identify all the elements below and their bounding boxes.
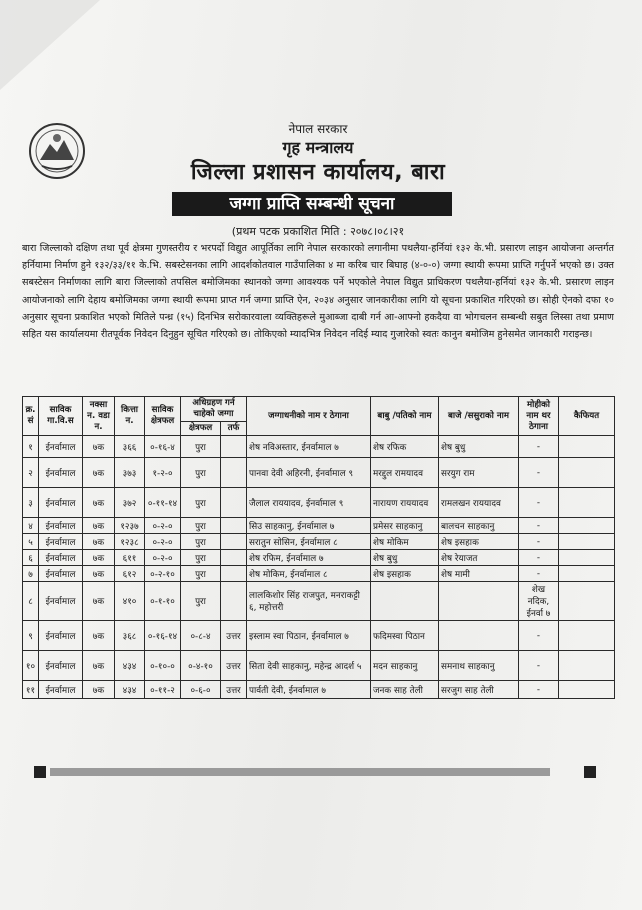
cell-father: मरद्दुल रामयादव (371, 458, 439, 488)
cell-area: १-२-० (145, 458, 181, 488)
cell-area: ०-२-० (145, 518, 181, 534)
col-remarks: कैफियत (559, 397, 615, 436)
table-row (23, 550, 615, 566)
cell-father: शेष इसहाक (371, 566, 439, 582)
cell-sn: ६ (23, 550, 39, 566)
cell-remarks (559, 582, 615, 621)
cell-father: मदन साहकानु (371, 651, 439, 681)
cell-acq-area: पुरा (181, 488, 221, 518)
notice-subject: जग्गा प्राप्ति सम्बन्धी सूचना (172, 192, 452, 216)
cell-father: शेष बुधु (371, 550, 439, 566)
cell-acq-side: उत्तर (221, 621, 247, 651)
cell-grandfather: सरजुग साह तेली (439, 681, 519, 699)
cell-ward: ७क (83, 566, 115, 582)
cell-owner: लालकिशोर सिंह राजपुत, मनराकट्टी ६, महोत्तरी (247, 582, 371, 621)
cell-vdc: ईनर्वामाल (39, 518, 83, 534)
col-sn: क्र. सं (23, 397, 39, 436)
cell-area: ०-२-१० (145, 566, 181, 582)
print-marker-left (34, 766, 46, 778)
cell-plot: ४३४ (115, 681, 145, 699)
table-row (23, 566, 615, 582)
cell-acq-side (221, 582, 247, 621)
table-body (23, 436, 615, 699)
cell-sn: ५ (23, 534, 39, 550)
cell-plot: ३७३ (115, 458, 145, 488)
cell-remarks (559, 534, 615, 550)
col-grandfather: बाजे /ससुराको नाम (439, 397, 519, 436)
cell-remarks (559, 651, 615, 681)
cell-acq-area: पुरा (181, 566, 221, 582)
table-row (23, 621, 615, 651)
cell-tenant: - (519, 621, 559, 651)
cell-owner: सिता देवी साहकानु, महेन्द्र आदर्श ५ (247, 651, 371, 681)
cell-acq-area: पुरा (181, 436, 221, 458)
cell-remarks (559, 621, 615, 651)
print-marker-right (584, 766, 596, 778)
cell-father: प्रमेसर साहकानु (371, 518, 439, 534)
cell-grandfather: शेष मामी (439, 566, 519, 582)
cell-owner: पानवा देवी अहिरनी, ईनर्वामाल ९ (247, 458, 371, 488)
cell-acq-side (221, 518, 247, 534)
government-name: नेपाल सरकार (288, 122, 348, 136)
cell-sn: ११ (23, 681, 39, 699)
cell-sn: १ (23, 436, 39, 458)
cell-grandfather: बालचन साहकानु (439, 518, 519, 534)
table-row (23, 436, 615, 458)
cell-plot: ६११ (115, 550, 145, 566)
cell-father: शेष रफिक (371, 436, 439, 458)
col-acq-area: क्षेत्रफल (181, 422, 221, 436)
cell-area: ०-१-१० (145, 582, 181, 621)
cell-area: ०-१०-० (145, 651, 181, 681)
cell-acq-side (221, 566, 247, 582)
publication-date: (प्रथम पटक प्रकाशित मिति : २०७८।०८।२१ (231, 225, 405, 238)
cell-owner: जैलाल राययादव, ईनर्वामाल ९ (247, 488, 371, 518)
cell-sn: ७ (23, 566, 39, 582)
cell-plot: ३६८ (115, 621, 145, 651)
cell-grandfather (439, 582, 519, 621)
cell-sn: ४ (23, 518, 39, 534)
cell-acq-area: ०-४-१० (181, 651, 221, 681)
cell-grandfather (439, 621, 519, 651)
cell-sn: ३ (23, 488, 39, 518)
cell-vdc: ईनर्वामाल (39, 651, 83, 681)
table-header-row (23, 397, 615, 422)
cell-ward: ७क (83, 651, 115, 681)
table-row (23, 518, 615, 534)
cell-acq-area: पुरा (181, 518, 221, 534)
cell-remarks (559, 458, 615, 488)
cell-tenant: - (519, 566, 559, 582)
cell-remarks (559, 681, 615, 699)
cell-grandfather: शेष बुधु (439, 436, 519, 458)
cell-remarks (559, 436, 615, 458)
cell-sn: २ (23, 458, 39, 488)
cell-tenant: - (519, 550, 559, 566)
cell-tenant: - (519, 681, 559, 699)
cell-ward: ७क (83, 550, 115, 566)
cell-acq-area: पुरा (181, 458, 221, 488)
cell-father: फदिमस्वा पिठान (371, 621, 439, 651)
cell-tenant: - (519, 488, 559, 518)
cell-remarks (559, 518, 615, 534)
table-row (23, 651, 615, 681)
cell-area: ०-२-० (145, 534, 181, 550)
cell-owner: सरातुन सोसिन, ईनर्वामाल ८ (247, 534, 371, 550)
col-father: बाबु /पतिको नाम (371, 397, 439, 436)
cell-acq-area: ०-६-० (181, 681, 221, 699)
cell-owner: शेष मोकिम, ईनर्वामाल ८ (247, 566, 371, 582)
cell-vdc: ईनर्वामाल (39, 582, 83, 621)
cell-sn: ९ (23, 621, 39, 651)
cell-plot: १२३८ (115, 534, 145, 550)
cell-remarks (559, 488, 615, 518)
cell-plot: ४१० (115, 582, 145, 621)
cell-ward: ७क (83, 518, 115, 534)
public-notice (22, 120, 614, 780)
cell-plot: ३६६ (115, 436, 145, 458)
cell-area: ०-११-१४ (145, 488, 181, 518)
table-row (23, 534, 615, 550)
cell-ward: ७क (83, 621, 115, 651)
cell-owner: शेष नविअस्तार, ईनर्वामाल ७ (247, 436, 371, 458)
cell-area: ०-१६-४ (145, 436, 181, 458)
table-row (23, 681, 615, 699)
cell-tenant: - (519, 651, 559, 681)
cell-plot: ४३४ (115, 651, 145, 681)
cell-ward: ७क (83, 436, 115, 458)
cell-remarks (559, 550, 615, 566)
cell-ward: ७क (83, 582, 115, 621)
cell-grandfather: समनाथ साहकानु (439, 651, 519, 681)
cell-acq-side (221, 550, 247, 566)
cell-grandfather: रामलखन राययादव (439, 488, 519, 518)
table-row (23, 582, 615, 621)
cell-owner: सिउ साहकानु, ईनर्वामाल ७ (247, 518, 371, 534)
table-row (23, 458, 615, 488)
cell-acq-area: ०-८-४ (181, 621, 221, 651)
cell-owner: पार्वती देवी, ईनर्वामाल ७ (247, 681, 371, 699)
cell-vdc: ईनर्वामाल (39, 534, 83, 550)
folded-corner (0, 0, 100, 90)
cell-area: ०-२-० (145, 550, 181, 566)
cell-acq-side: उत्तर (221, 681, 247, 699)
col-ward: नक्सा न. वडा न. (83, 397, 115, 436)
cell-father (371, 582, 439, 621)
cell-grandfather: शेष इसहाक (439, 534, 519, 550)
cell-plot: ६१२ (115, 566, 145, 582)
table-row (23, 488, 615, 518)
cell-vdc: ईनर्वामाल (39, 550, 83, 566)
cell-remarks (559, 566, 615, 582)
cell-vdc: ईनर्वामाल (39, 488, 83, 518)
cell-tenant: - (519, 534, 559, 550)
cell-father: जनक साह तेली (371, 681, 439, 699)
cell-acq-side (221, 534, 247, 550)
cell-grandfather: शेष रेयाजत (439, 550, 519, 566)
cell-tenant: - (519, 436, 559, 458)
cell-ward: ७क (83, 488, 115, 518)
notice-body: बारा जिल्लाको दक्षिण तथा पूर्व क्षेत्रमा गुणस्तरीय र भरपर्दो विद्युत आपूर्तिका लागि नेपाल सरकारको लगानीमा पथलैया-हर्नियां १३२ के.भी. प्रसारण लाइन आयोजना अन्तर्गत हर्नियामा निर्माण हुने १३२/३३/११ के.भि. सबस्टेसनका लागि आदर्शकोतवाल गाउँपालिका ४ मा करिब चार बिघाह (४-०-०) जग्गा स्थायी रूपमा प्राप्ति गर्नुपर्ने भएको छ। उक्त सबस्टेसन निर्माणका लागि बारा जिल्लाको तपसिल बमोजिमका स्थानको जग्गा आवश्यक पर्ने भएकोले नेपाल विद्युत प्राधिकरण पथलैया-हर्नियां १३२ के.भी. प्रसारण लाइन आयोजनाको लागि देहाय बमोजिमका जग्गा स्थायी रूपमा प्राप्त गर्न जग्गा प्राप्ति ऐन, २०३४ अनुसार जानकारीका लागि यो सूचना प्रकाशित गरिएको छ। सोही ऐनको दफा १० अनुसार सूचना प्रकाशित भएको मितिले पन्ध्र (१५) दिनभित्र सरोकारवाला व्यक्तिहरूले मुआब्जा दाबी गर्न आ-आफ्नो हकदैया वा भोगचलन सम्बन्धी सबुत लिस्सा तथा प्रमाण सहित यस कार्यालयमा रीतपूर्वक निवेदन दिनुहुन सूचित गरिएको छ। तोकिएको म्यादभित्र निवेदन नदिई म्याद गुजारेको स्वतः कानुन बमोजिम हुनेसमेत जानकारी गराइन्छ। (22, 243, 614, 341)
cell-acq-area: पुरा (181, 582, 221, 621)
cell-vdc: ईनर्वामाल (39, 621, 83, 651)
cell-acq-side (221, 488, 247, 518)
cell-sn: ८ (23, 582, 39, 621)
col-plot: कित्ता न. (115, 397, 145, 436)
col-area: साविक क्षेत्रफल (145, 397, 181, 436)
cell-area: ०-१६-१४ (145, 621, 181, 651)
col-acq-side: तर्फ (221, 422, 247, 436)
col-acquisition: अधिग्रहण गर्न चाहेको जग्गा (181, 397, 247, 422)
cell-ward: ७क (83, 534, 115, 550)
cell-tenant: शेख नदिक, ईनर्वा ७ (519, 582, 559, 621)
cell-acq-side: उत्तर (221, 651, 247, 681)
cell-acq-area: पुरा (181, 534, 221, 550)
cell-area: ०-११-२ (145, 681, 181, 699)
office-name: जिल्ला प्रशासन कार्यालय, बारा (190, 160, 446, 185)
cell-tenant: - (519, 458, 559, 488)
cell-acq-side (221, 436, 247, 458)
col-owner: जग्गाधनीको नाम र ठेगाना (247, 397, 371, 436)
cell-vdc: ईनर्वामाल (39, 566, 83, 582)
print-color-bar (50, 768, 550, 776)
cell-acq-side (221, 458, 247, 488)
cell-vdc: ईनर्वामाल (39, 458, 83, 488)
cell-ward: ७क (83, 458, 115, 488)
cell-tenant: - (519, 518, 559, 534)
cell-owner: इस्लाम स्वा पिठान, ईनर्वामाल ७ (247, 621, 371, 651)
cell-father: नारायण राययादव (371, 488, 439, 518)
cell-vdc: ईनर्वामाल (39, 436, 83, 458)
col-tenant: मोहीको नाम थर ठेगाना (519, 397, 559, 436)
cell-acq-area: पुरा (181, 550, 221, 566)
ministry-name: गृह मन्त्रालय (282, 138, 354, 157)
cell-father: शेष मोकिम (371, 534, 439, 550)
land-acquisition-table (22, 396, 615, 699)
cell-plot: ३७२ (115, 488, 145, 518)
cell-sn: १० (23, 651, 39, 681)
cell-grandfather: सरयुग राम (439, 458, 519, 488)
cell-owner: शेष रफिम, ईनर्वामाल ७ (247, 550, 371, 566)
cell-vdc: ईनर्वामाल (39, 681, 83, 699)
cell-plot: १२३७ (115, 518, 145, 534)
cell-ward: ७क (83, 681, 115, 699)
col-vdc: साविक गा.वि.स (39, 397, 83, 436)
